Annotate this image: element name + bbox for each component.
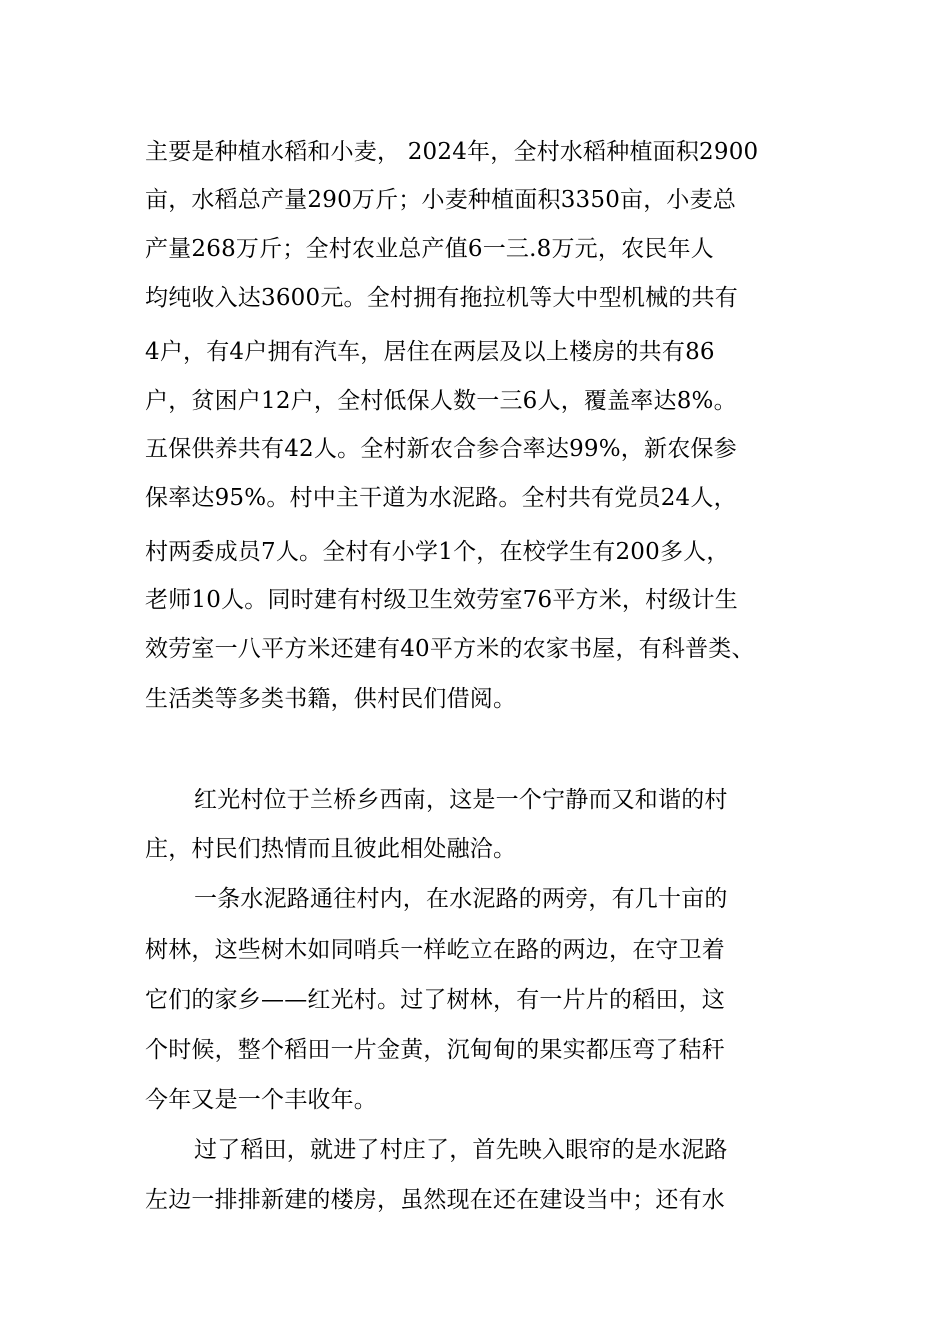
paragraph-first-line: 一条水泥路通往村内，在水泥路的两旁，有几十亩的: [194, 886, 728, 912]
text-line: 主要是种植水稻和小麦， 2024年，全村水稻种植面积2900: [145, 139, 759, 165]
text-line: 它们的家乡——红光村。过了树林，有一片片的稻田，这: [145, 987, 725, 1013]
text-line: 生活类等多类书籍，供村民们借阅。: [145, 686, 517, 712]
text-line: 今年又是一个丰收年。: [145, 1087, 377, 1113]
text-line: 左边一排排新建的楼房，虽然现在还在建设当中；还有水: [145, 1187, 725, 1213]
text-line: 庄，村民们热情而且彼此相处融洽。: [145, 836, 517, 862]
text-line: 树林，这些树木如同哨兵一样屹立在路的两边，在守卫着: [145, 937, 725, 963]
text-line: 4户，有4户拥有汽车，居住在两层及以上楼房的共有86: [145, 339, 715, 365]
text-line: 效劳室一八平方米还建有40平方米的农家书屋，有科普类、: [145, 636, 755, 662]
text-line: 个时候，整个稻田一片金黄，沉甸甸的果实都压弯了秸秆: [145, 1037, 725, 1063]
text-line: 亩，水稻总产量290万斤；小麦种植面积3350亩，小麦总: [145, 187, 737, 213]
paragraph-first-line: 过了稻田，就进了村庄了，首先映入眼帘的是水泥路: [194, 1137, 728, 1163]
text-line: 户，贫困户12户，全村低保人数一三6人，覆盖率达8%。: [145, 388, 737, 414]
text-line: 五保供养共有42人。全村新农合参合率达99%，新农保参: [145, 436, 737, 462]
paragraph-first-line: 红光村位于兰桥乡西南，这是一个宁静而又和谐的村: [194, 787, 728, 813]
text-line: 产量268万斤；全村农业总产值6一三.8万元，农民年人: [145, 236, 714, 262]
text-line: 保率达95%。村中主干道为水泥路。全村共有党员24人，: [145, 485, 737, 511]
text-line: 村两委成员7人。全村有小学1个，在校学生有200多人，: [145, 539, 730, 565]
text-line: 老师10人。同时建有村级卫生效劳室76平方米，村级计生: [145, 587, 738, 613]
text-line: 均纯收入达3600元。全村拥有拖拉机等大中型机械的共有: [145, 285, 738, 311]
